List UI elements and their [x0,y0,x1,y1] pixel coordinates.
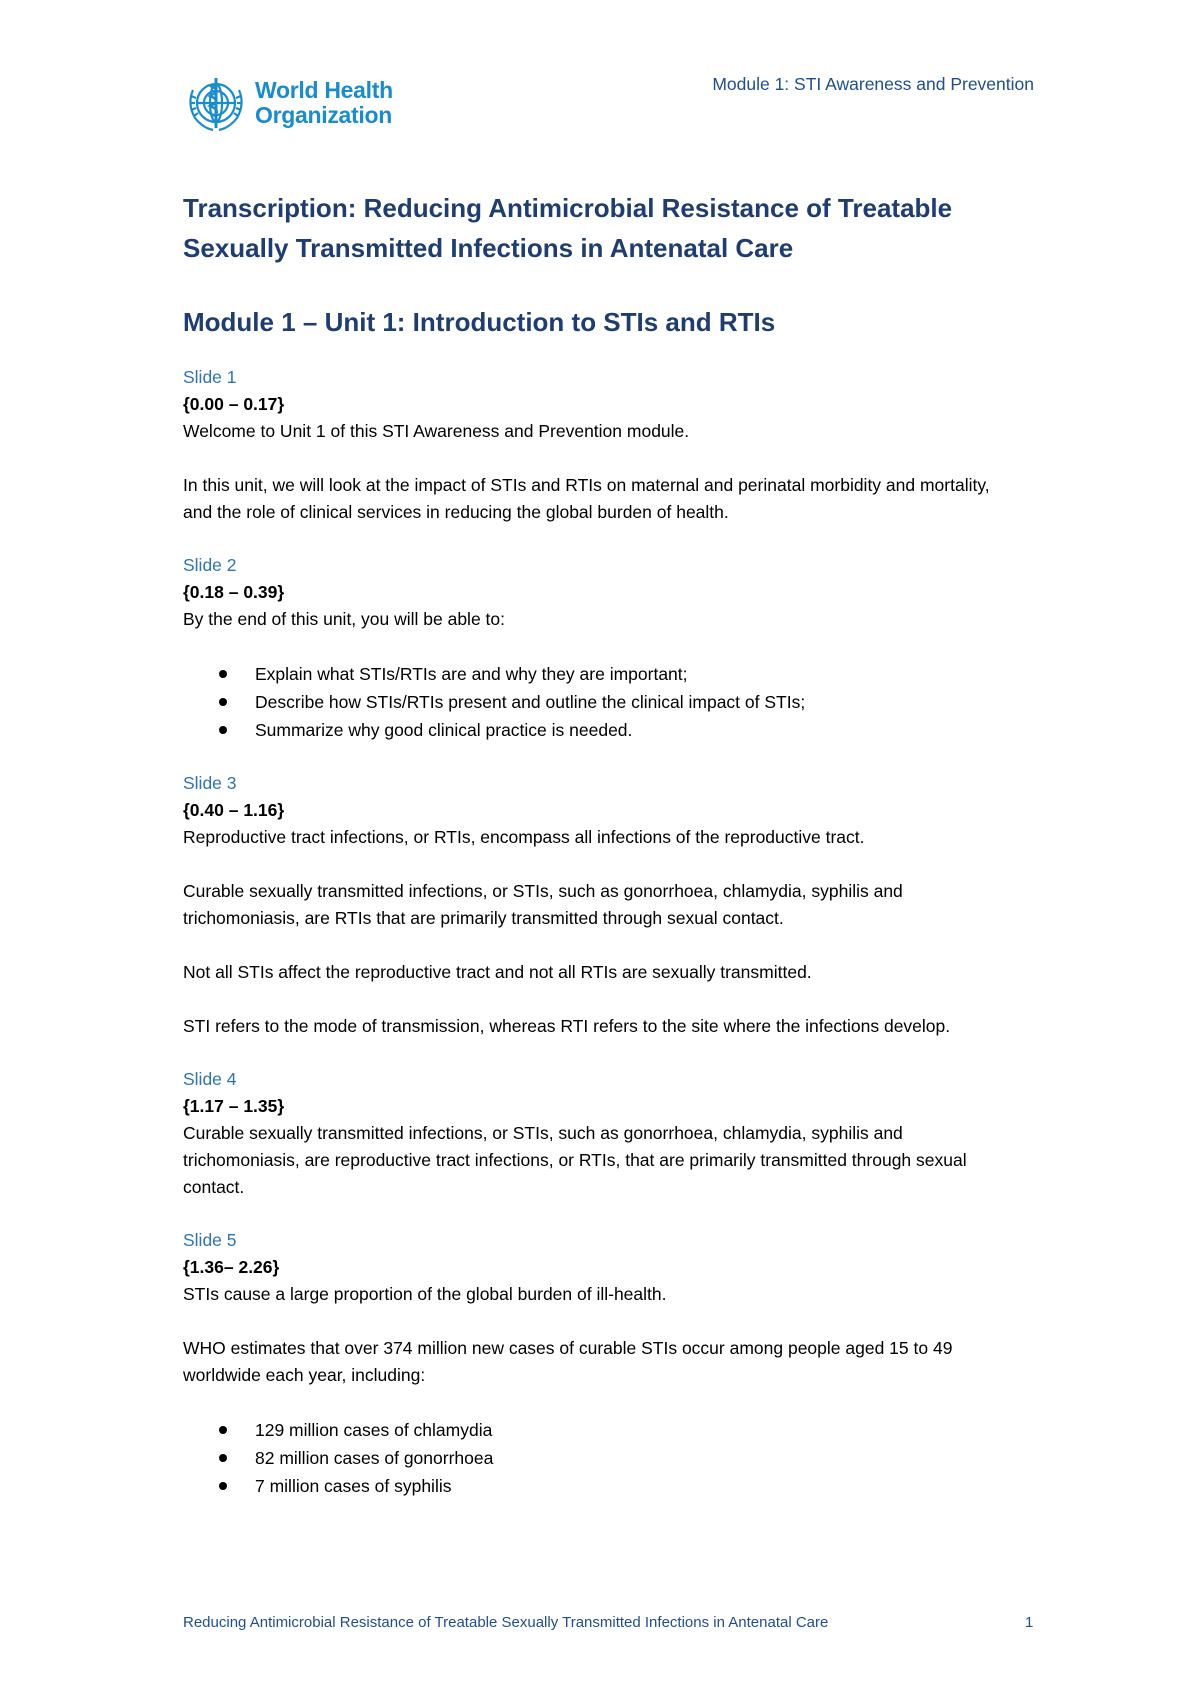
unit-title: Module 1 – Unit 1: Introduction to STIs and RTIs [183,307,776,337]
slide-label: Slide 3 [183,773,237,793]
logo-line-1: World Health [255,77,393,103]
slide-label: Slide 2 [183,555,237,575]
page-number: 1 [1025,1614,1034,1631]
bullet-list [183,1416,1023,1500]
slide-section [183,770,1023,1040]
bullet-text: Explain what STIs/RTIs are and why they are important; [255,664,688,684]
slide-paragraph: Welcome to Unit 1 of this STI Awareness and Prevention module. [183,421,690,441]
slide-paragraph: Not all STIs affect the reproductive tract and not all RTIs are sexually transmitted. [183,962,812,982]
slide-section [183,1066,1023,1201]
logo-line-2: Organization [255,102,392,128]
bullet-dot-icon [219,670,227,678]
bullet-item [183,1444,1023,1472]
module-header-label: Module 1: STI Awareness and Prevention [712,74,1034,94]
who-logo [183,70,393,136]
bullet-dot-icon [219,698,227,706]
who-logo-text [255,78,393,128]
slide-paragraph: Curable sexually transmitted infections, or STIs, such as gonorrhoea, chlamydia, syphilis and trichomoniasis, are RTIs that are primarily transmitted through sexual contact. [183,881,903,928]
bullet-list [183,660,1023,744]
slide-paragraph: WHO estimates that over 374 million new cases of curable STIs occur among people aged 15 to 49 worldwide each year, including: [183,1338,953,1385]
slide-paragraph: STIs cause a large proportion of the global burden of ill-health. [183,1284,667,1304]
document-title: Transcription: Reducing Antimicrobial Resistance of Treatable Sexually Transmitted Infections in Antenatal Care [183,193,953,263]
slide-label: Slide 1 [183,367,237,387]
document-body [183,188,1023,1500]
bullet-dot-icon [219,1426,227,1434]
slide-paragraph: By the end of this unit, you will be able to: [183,609,505,629]
bullet-text: 82 million cases of gonorrhoea [255,1448,494,1468]
bullet-text: Summarize why good clinical practice is needed. [255,720,633,740]
slide-timestamp: {0.40 – 1.16} [183,800,285,820]
slide-label: Slide 5 [183,1230,237,1250]
slide-section [183,364,1023,526]
slide-paragraph: Reproductive tract infections, or RTIs, encompass all infections of the reproductive tract. [183,827,865,847]
slide-timestamp: {0.00 – 0.17} [183,394,285,414]
bullet-item [183,660,1023,688]
bullet-dot-icon [219,1454,227,1462]
footer-title: Reducing Antimicrobial Resistance of Treatable Sexually Transmitted Infections in Antenatal Care [183,1614,829,1631]
slides-list [183,364,1023,1500]
slide-timestamp: {0.18 – 0.39} [183,582,285,602]
bullet-item [183,716,1023,744]
bullet-dot-icon [219,1482,227,1490]
bullet-item [183,688,1023,716]
bullet-text: 7 million cases of syphilis [255,1476,452,1496]
slide-timestamp: {1.36– 2.26} [183,1257,280,1277]
slide-section [183,552,1023,744]
bullet-text: Describe how STIs/RTIs present and outline the clinical impact of STIs; [255,692,806,712]
bullet-dot-icon [219,726,227,734]
slide-label: Slide 4 [183,1069,237,1089]
slide-paragraph: Curable sexually transmitted infections, or STIs, such as gonorrhoea, chlamydia, syphilis and trichomoniasis, are reproductive tract infections, or RTIs, that are primarily transmitted through sexual contact. [183,1123,967,1197]
slide-paragraph: STI refers to the mode of transmission, whereas RTI refers to the site where the infections develop. [183,1016,951,1036]
slide-timestamp: {1.17 – 1.35} [183,1096,285,1116]
slide-section [183,1227,1023,1500]
bullet-item [183,1416,1023,1444]
slide-paragraph: In this unit, we will look at the impact of STIs and RTIs on maternal and perinatal morbidity and mortality, and the role of clinical services in reducing the global burden of health. [183,475,990,522]
bullet-text: 129 million cases of chlamydia [255,1420,493,1440]
un-emblem-icon [183,70,249,136]
bullet-item [183,1472,1023,1500]
